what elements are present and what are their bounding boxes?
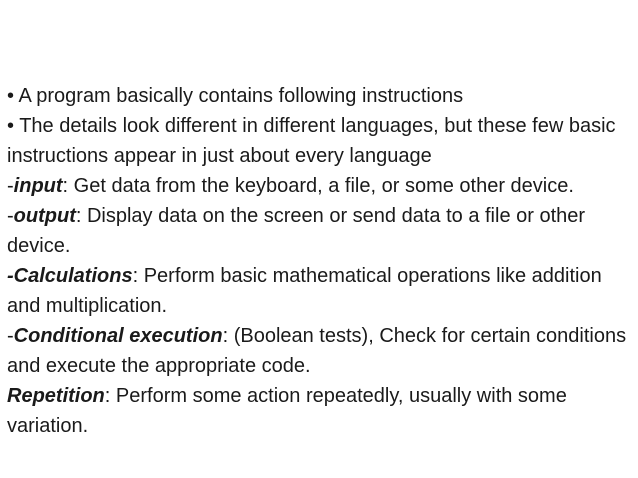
item-output-prefix: - — [7, 205, 14, 227]
item-conditional-prefix: - — [7, 325, 14, 347]
item-conditional-execution — [7, 321, 629, 381]
bullet-program-instructions: • A program basically contains following instructions — [7, 85, 464, 107]
item-conditional-term: Conditional execution — [13, 325, 223, 347]
item-conditional-text: : (Boolean tests), Check for certain conditions and execute the appropriate code. — [7, 325, 627, 377]
item-repetition-text: : Perform some action repeatedly, usually with some variation. — [7, 385, 567, 437]
item-output — [7, 201, 629, 261]
item-output-text: : Display data on the screen or send data to a file or other device. — [7, 205, 586, 257]
item-input-prefix: - — [7, 175, 14, 197]
item-calculations — [7, 261, 629, 321]
bullet-languages: • The details look different in different languages, but these few basic instructions appear in just about every language — [7, 115, 616, 167]
item-calculations-term: -Calculations — [7, 265, 133, 287]
item-input — [7, 171, 629, 201]
item-input-text: : Get data from the keyboard, a file, or some other device. — [62, 175, 574, 197]
item-output-term: output — [13, 205, 76, 227]
item-repetition-term: Repetition — [7, 385, 105, 407]
item-calculations-text: : Perform basic mathematical operations like addition and multiplication. — [7, 265, 602, 317]
item-repetition — [7, 381, 629, 441]
slide-body — [7, 81, 629, 441]
item-input-term: input — [13, 175, 63, 197]
